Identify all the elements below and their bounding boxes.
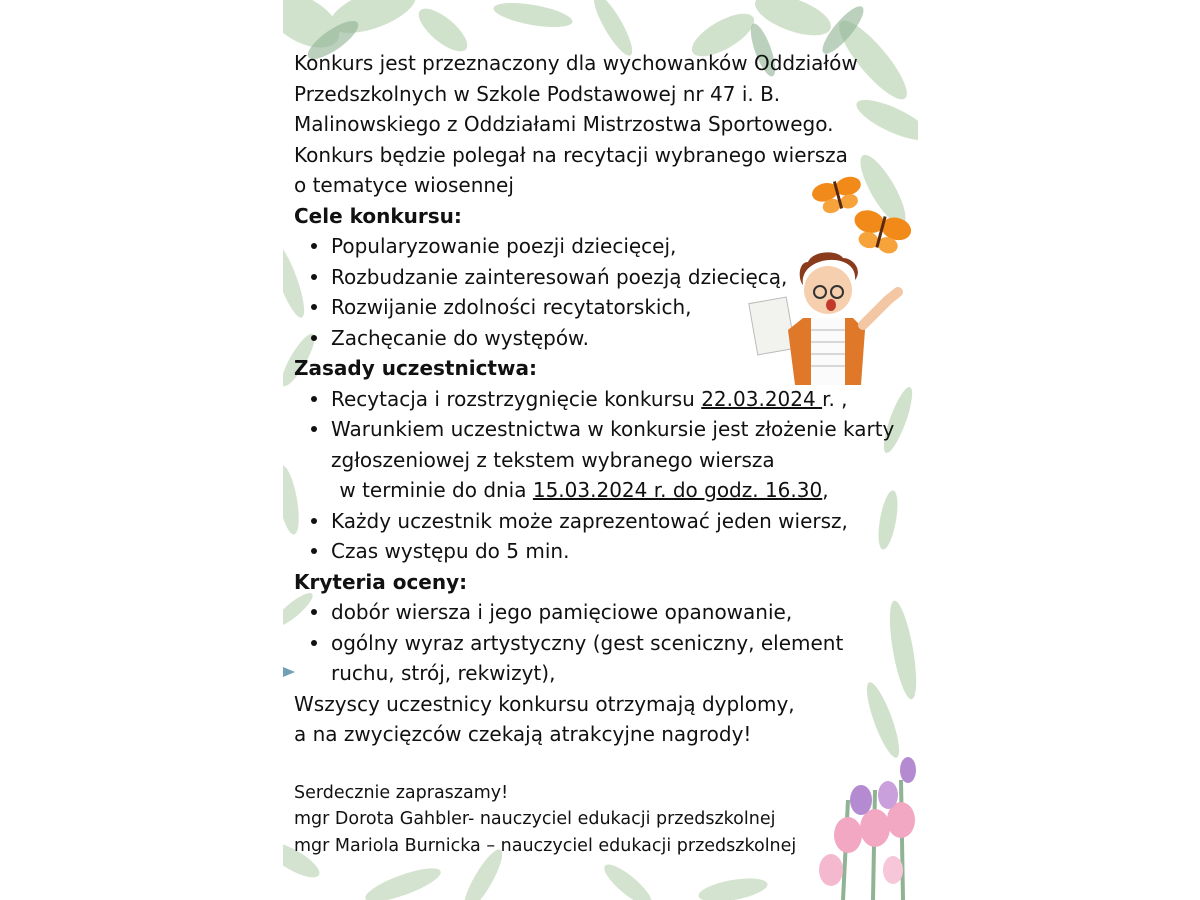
list-item: Czas występu do 5 min.: [294, 536, 904, 567]
list-item: Rozbudzanie zainteresowań poezją dziecięcą,: [294, 262, 904, 293]
section-heading-zasady: Zasady uczestnictwa:: [294, 356, 537, 380]
signature-line: mgr Dorota Gahbler- nauczyciel edukacji przedszkolnej: [294, 809, 776, 829]
deadline-date: 15.03.2024 r. do godz. 16.30: [532, 478, 823, 502]
item-suffix: r. ,: [822, 386, 848, 411]
section-heading-cele: Cele konkursu:: [294, 203, 462, 228]
zasady-list-continued: [294, 506, 904, 567]
item-text: zgłoszeniowej z tekstem wybranego wiersza: [331, 447, 775, 472]
item-text: ruchu, strój, rekwizyt),: [331, 661, 556, 685]
poster-text: [294, 48, 904, 859]
intro-line: Przedszkolnych w Szkole Podstawowej nr 47 i. B.: [294, 81, 781, 106]
closing-line: Wszyscy uczestnicy konkursu otrzymają dyplomy,: [294, 691, 795, 716]
intro-line: Konkurs jest przeznaczony dla wychowanków Oddziałów: [294, 51, 858, 75]
item-text: Recytacja i rozstrzygnięcie konkursu: [331, 386, 702, 411]
item-suffix: ,: [822, 478, 829, 502]
signature-block: [294, 780, 904, 860]
intro-line: Malinowskiego z Oddziałami Mistrzostwa Sportowego.: [294, 112, 834, 136]
section-heading-kryteria: Kryteria oceny:: [294, 569, 468, 594]
intro-line: o tematyce wiosennej: [294, 173, 514, 197]
list-item: [294, 628, 904, 689]
list-item: dobór wiersza i jego pamięciowe opanowanie,: [294, 597, 904, 628]
list-item: [294, 384, 904, 415]
poster: [283, 0, 918, 900]
list-item: Rozwijanie zdolności recytatorskich,: [294, 292, 904, 323]
kryteria-list: [294, 597, 904, 689]
signature-line: Serdecznie zapraszamy!: [294, 782, 509, 803]
cele-list: [294, 231, 904, 353]
item-text: ogólny wyraz artystyczny (gest sceniczny, element: [331, 630, 844, 655]
list-item: Popularyzowanie poezji dziecięcej,: [294, 231, 904, 262]
list-item: [294, 414, 904, 475]
signature-line: mgr Mariola Burnicka – nauczyciel edukacji przedszkolnej: [294, 835, 797, 856]
list-item: Każdy uczestnik może zaprezentować jeden wiersz,: [294, 506, 904, 537]
contest-date: 22.03.2024: [701, 386, 823, 411]
closing-line: a na zwycięzców czekają atrakcyjne nagrody!: [294, 722, 752, 746]
item-text: w terminie do dnia: [333, 478, 533, 502]
zasady-list: [294, 384, 904, 476]
item-text: Warunkiem uczestnictwa w konkursie jest złożenie karty: [331, 417, 895, 441]
list-item: Zachęcanie do występów.: [294, 323, 904, 354]
deadline-line: [294, 475, 904, 506]
intro-line: Konkurs będzie polegał na recytacji wybranego wiersza: [294, 142, 848, 167]
